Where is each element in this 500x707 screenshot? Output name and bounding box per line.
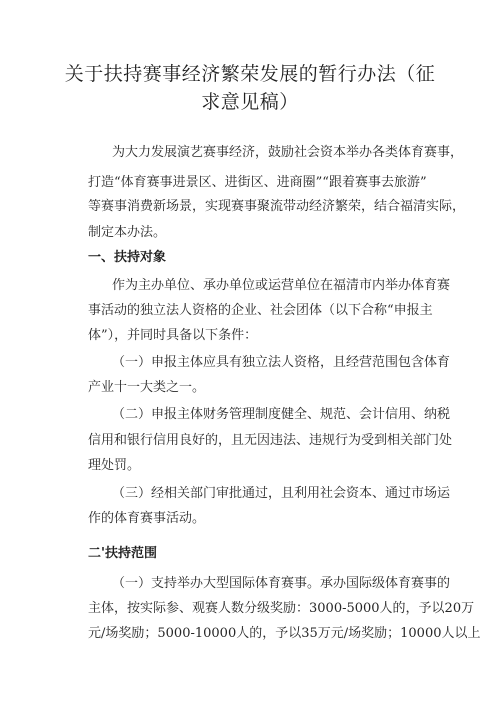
section-1-para-line: 体”），并同时具备以下条件： <box>88 328 258 343</box>
section-2-item-line: （一）支持举办大型国际体育赛事。承办国际级体育赛事的 <box>112 576 451 591</box>
intro-line: 为大力发展演艺赛事经济，鼓励社会资本举办各类体育赛事， <box>112 145 464 160</box>
section-1-item-line: （三）经相关部门审批通过，且利用社会资本、通过市场运 <box>112 486 451 501</box>
section-1-para-line: 作为主办单位、承办单位或运营单位在福清市内举办体育赛 <box>112 278 451 293</box>
section-1-item-line: 信用和银行信用良好的，且无因违法、违规行为受到相关部门处 <box>88 433 453 448</box>
section-1-item-line: （二）申报主体财务管理制度健全、规范、会计信用、纳税 <box>112 407 451 422</box>
document-title-line-1: 关于扶持赛事经济繁荣发展的暂行办法（征 <box>64 63 436 85</box>
document-title-line-2: 求意见稿） <box>201 91 299 113</box>
section-2-heading: 二'扶持范围 <box>88 546 157 561</box>
section-1-item-line: 理处罚。 <box>88 458 141 473</box>
intro-line: 制定本办法。 <box>88 225 167 240</box>
intro-line: 等赛事消费新场景，实现赛事聚流带动经济繁荣，结合福清实际， <box>88 199 466 214</box>
section-1-item-line: 产业十一大类之一。 <box>88 380 206 395</box>
section-1-item-line: 作的体育赛事活动。 <box>88 511 206 526</box>
section-1-heading: 一、扶持对象 <box>88 250 167 265</box>
section-1-item-line: （一）申报主体应具有独立法人资格，且经营范围包含体育 <box>112 355 451 370</box>
section-2-item-line: 元/场奖励；5000-10000人的，予以35万元/场奖励；10000人以上 <box>88 626 481 641</box>
section-1-para-line: 事活动的独立法人资格的企业、社会团体（以下合称“申报主 <box>88 303 433 318</box>
intro-line: 打造“体育赛事进景区、进街区、进商圈”“跟着赛事去旅游” <box>88 175 427 190</box>
section-2-item-line: 主体，按实际参、观赛人数分级奖励：3000-5000人的，予以20万 <box>88 601 475 616</box>
